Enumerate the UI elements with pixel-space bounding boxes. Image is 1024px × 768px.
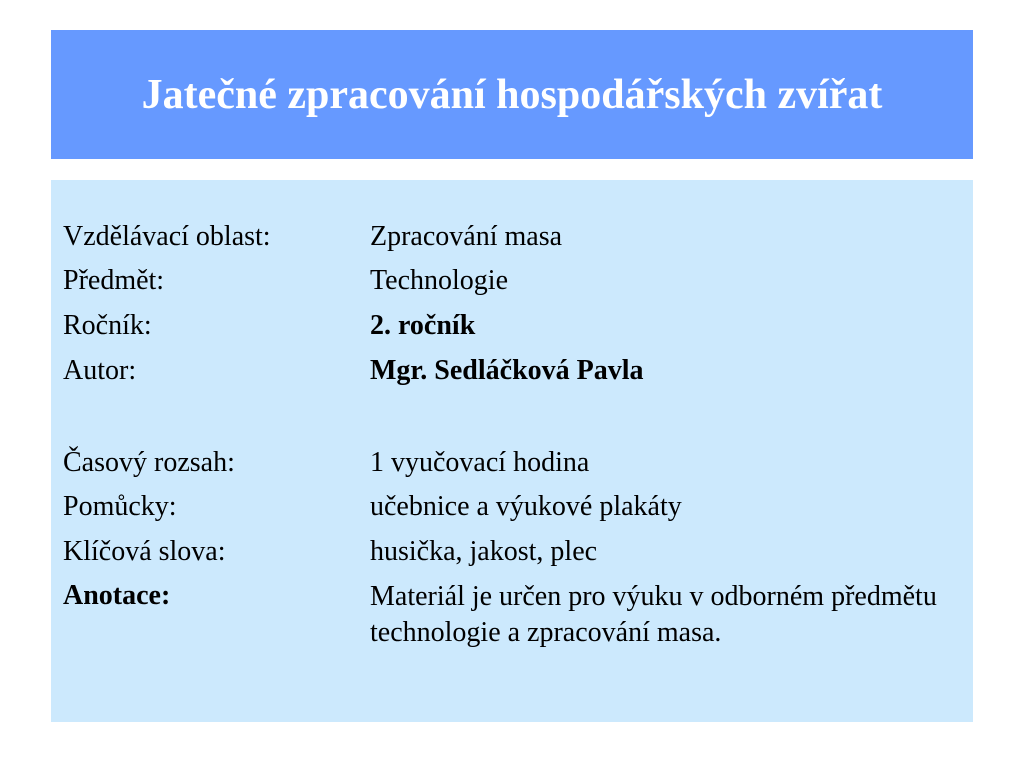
row-value: Zpracování masa xyxy=(370,221,563,252)
row-label: Anotace: xyxy=(63,580,171,611)
row-value: husička, jakost, plec xyxy=(370,536,598,567)
row-label: Klíčová slova: xyxy=(63,536,226,567)
row-label: Předmět: xyxy=(63,265,165,296)
row-label: Časový rozsah: xyxy=(63,447,235,478)
row-value: Materiál je určen pro výuku v odborném předmětu technologie a zpracování masa. xyxy=(370,581,937,648)
title-banner xyxy=(51,30,973,159)
row-value: 1 vyučovací hodina xyxy=(370,447,590,478)
info-panel xyxy=(51,180,973,722)
row-value: učebnice a výukové plakáty xyxy=(370,491,682,522)
row-label: Ročník: xyxy=(63,310,152,341)
row-label: Autor: xyxy=(63,355,137,386)
slide-title: Jatečné zpracování hospodářských zvířat xyxy=(141,71,883,118)
row-label: Pomůcky: xyxy=(63,491,177,522)
row-value: Technologie xyxy=(370,265,508,296)
row-value: Mgr. Sedláčková Pavla xyxy=(370,355,644,386)
row-label: Vzdělávací oblast: xyxy=(63,221,271,252)
row-value: 2. ročník xyxy=(370,310,476,341)
